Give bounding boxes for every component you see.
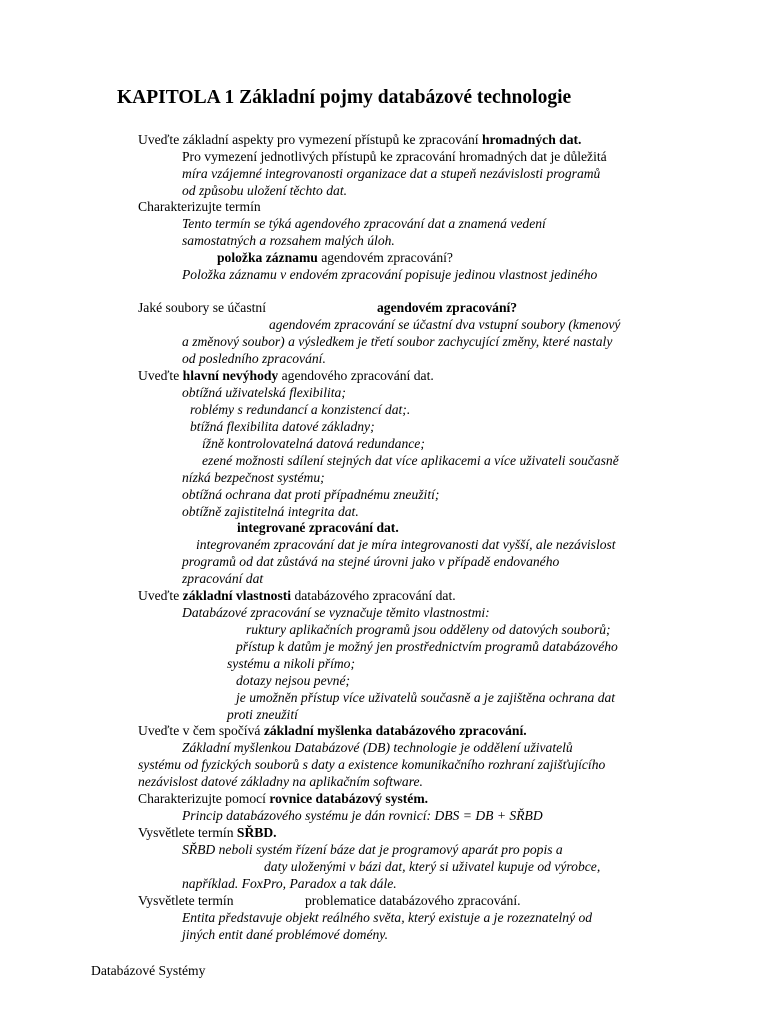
answer-line: samostatných a rozsahem malých úloh. (182, 233, 395, 248)
text: agendového zpracování dat. (278, 368, 434, 383)
answer-line: míra vzájemné integrovanosti organizace dat a stupeň nezávislosti programů (182, 166, 601, 181)
answer-line: Princip databázového systému je dán rovnicí: DBS = DB + SŘBD (182, 808, 543, 823)
answer-line: ezené možnosti sdílení stejných dat více aplikacemi a více uživateli současně (202, 453, 619, 468)
answer-line: integrovaném zpracování dat je míra integrovanosti dat vyšší, ale nezávislost (196, 537, 616, 552)
answer-line: programů od dat zůstává na stejné úrovni jako v případě endovaného (182, 554, 560, 569)
question-line (217, 249, 453, 266)
question-line: problematice databázového zpracování. (305, 893, 521, 908)
answer-line: proti zneužití (227, 707, 298, 722)
answer-line: obtížně zajistitelná integrita dat. (182, 504, 359, 519)
question-line: Charakterizujte termín (138, 199, 261, 214)
answer-line: zpracování dat (182, 571, 264, 586)
answer-line: přístup k datům je možný jen prostřednictvím programů databázového (236, 639, 618, 654)
answer-line: nízká bezpečnost systému; (182, 470, 325, 485)
answer-line: od posledního zpracování. (182, 351, 326, 366)
chapter-title: KAPITOLA 1 Základní pojmy databázové technologie (117, 87, 572, 108)
answer-line: například. FoxPro, Paradox a tak dále. (182, 876, 397, 891)
answer-line: systému od fyzických souborů s daty a existence komunikačního rozhraní zajišťujícího (138, 757, 606, 772)
answer-line: agendovém zpracování se účastní dva vstupní soubory (kmenový (269, 317, 621, 332)
question-line: Vysvětlete termín (138, 893, 234, 908)
question-line (138, 722, 527, 739)
question-line (138, 587, 456, 604)
answer-line: roblémy s redundancí a konzistencí dat;. (190, 402, 411, 417)
answer-line: Základní myšlenkou Databázové (DB) technologie je oddělení uživatelů (182, 740, 573, 755)
text: Vysvětlete termín (138, 825, 237, 840)
answer-line: od způsobu uložení těchto dat. (182, 183, 348, 198)
answer-line: ruktury aplikačních programů jsou odděleny od datových souborů; (246, 622, 611, 637)
answer-line: daty uloženými v bázi dat, který si uživatel kupuje od výrobce, (264, 859, 601, 874)
text: Charakterizujte pomocí (138, 791, 270, 806)
text: Uveďte v čem spočívá (138, 723, 264, 738)
answer-line: Položka záznamu v endovém zpracování popisuje jedinou vlastnost jediného (182, 267, 598, 282)
answer-line: a změnový soubor) a výsledkem je třetí soubor zachycující změny, které nastaly (182, 334, 613, 349)
text: Uveďte (138, 588, 183, 603)
text: Uveďte základní aspekty pro vymezení přístupů ke zpracování (138, 132, 482, 147)
answer-line: ížně kontrolovatelná datová redundance; (202, 436, 425, 451)
text: Uveďte (138, 368, 183, 383)
text: databázového zpracování dat. (291, 588, 456, 603)
answer-line: Databázové zpracování se vyznačuje těmito vlastnostmi: (182, 605, 490, 620)
answer-line: Tento termín se týká agendového zpracování dat a znamená vedení (182, 216, 546, 231)
bold-term: agendovém zpracování? (377, 300, 518, 315)
question-line (138, 367, 434, 384)
bold-term: základní vlastnosti (182, 588, 292, 603)
bold-term: hromadných dat. (481, 132, 582, 147)
answer-line: SŘBD neboli systém řízení báze dat je programový aparát pro popis a (182, 842, 563, 857)
answer-line: btížná flexibilita datové základny; (190, 419, 375, 434)
bold-term: SŘBD. (236, 825, 277, 840)
answer-line: Pro vymezení jednotlivých přístupů ke zpracování hromadných dat je důležitá (182, 149, 607, 164)
question-line: integrované zpracování dat. (237, 520, 399, 535)
answer-line: dotazy nejsou pevné; (236, 673, 351, 688)
answer-line: Entita představuje objekt reálného světa, který existuje a je rozeznatelný od (182, 910, 593, 925)
page-footer: Databázové Systémy (91, 963, 206, 978)
answer-line: obtížná uživatelská flexibilita; (182, 385, 346, 400)
answer-line: systému a nikoli přímo; (227, 656, 355, 671)
answer-line: jiných entit dané problémové domény. (182, 927, 388, 942)
bold-term: položka záznamu (217, 250, 318, 265)
text: agendovém zpracování? (317, 250, 453, 265)
answer-line: je umožněn přístup více uživatelů současně a je zajištěna ochrana dat (236, 690, 616, 705)
question-line (138, 824, 277, 841)
answer-line: nezávislost datové základny na aplikačním software. (138, 774, 423, 789)
question-line (138, 131, 581, 148)
bold-term: hlavní nevýhody (182, 368, 279, 383)
question-line (138, 790, 428, 807)
answer-line: obtížná ochrana dat proti případnému zneužití; (182, 487, 440, 502)
question-line: Jaké soubory se účastní (138, 300, 266, 315)
bold-term: základní myšlenka databázového zpracování. (263, 723, 527, 738)
bold-term: rovnice databázový systém. (269, 791, 429, 806)
